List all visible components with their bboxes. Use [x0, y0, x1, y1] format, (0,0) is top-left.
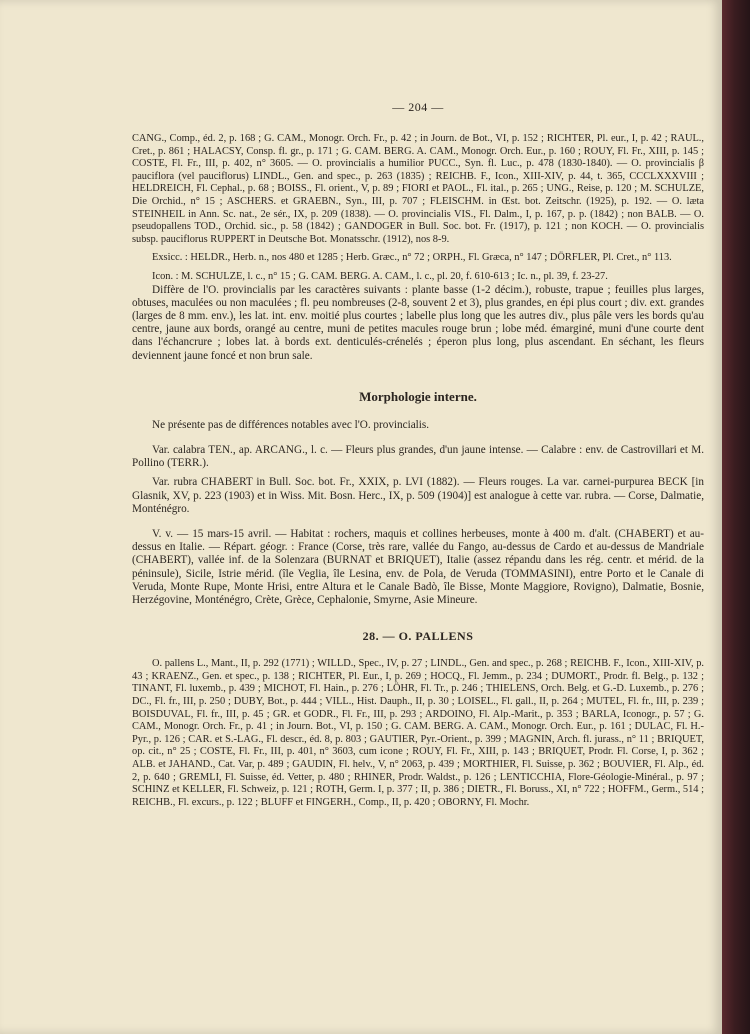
section-heading-species: 28. — O. PALLENS: [362, 629, 474, 644]
variety-rubra: Var. rubra CHABERT in Bull. Soc. bot. Fr., XXIX, p. LVI (1882). — Fleurs rouges. La var. carnei-purpurea BECK [in Glasnik, XV, p. 223 (1903) et in Wiss. Mit. Bosn. Herc., IX, p. 509 (1904)] est analogue à cette var. rubra. — Corse, Dalmatie, Monténégro.: [132, 476, 704, 515]
exsiccata-paragraph: Exsicc. : HELDR., Herb. n., nos 480 et 1285 ; Herb. Græc., n° 72 ; ORPH., Fl. Græca, n° 147 ; DÖRFLER, Pl. Cret., n° 113.: [152, 252, 672, 264]
book-spine: [722, 0, 750, 1034]
section-heading-morphology: Morphologie interne.: [359, 388, 477, 404]
morphology-text: Ne présente pas de différences notables avec l'O. provincialis.: [152, 418, 430, 431]
variety-calabra: Var. calabra TEN., ap. ARCANG., l. c. — Fleurs plus grandes, d'un jaune intense. — Calabre : env. de Castrovillari et M. Pollino (TERR.).: [132, 443, 704, 470]
icon-paragraph: Icon. : M. SCHULZE, l. c., n° 15 ; G. CAM. BERG. A. CAM., l. c., pl. 20, f. 610-613 ; Ic. n., pl. 39, f. 23-27.: [152, 270, 608, 282]
page-content: [132, 100, 704, 809]
species-synonymy: O. pallens L., Mant., II, p. 292 (1771) ; WILLD., Spec., IV, p. 27 ; LINDL., Gen. and spec., p. 268 ; REICHB. F., Icon., XIII-XIV, p. 43 ; KRAENZ., Gen. et spec., p. 138 ; RICHTER, Pl. Eur., I, p. 269 ; HOCQ., Fl. Jemm., p. 234 ; DUMORT., Prodr. fl. Belg., p. 132 ; TINANT, Fl. luxemb., p. 439 ; MICHOT, Fl. Hain., p. 276 ; LÖHR, Fl. Tr., p. 246 ; THIELENS, Orch. Belg. et G.-D. Luxemb., p. 276 ; DC., Fl. fr., III, p. 250 ; DUBY, Bot., p. 444 ; VILL., Hist. Dauph., II, p. 30 ; LOISEL., Fl. gall., II, p. 264 ; MUTEL, Fl. fr., III, p. 239 ; BOISDUVAL, Fl. fr., III, p. 45 ; GR. et GODR., Fl. Fr., III, p. 293 ; ARDOINO, Fl. Alp.-Marit., p. 353 ; BARLA, Iconogr., p. 57 ; G. CAM., Monogr. Orch. Fr., p. 41 ; in Journ. Bot., VI, p. 150 ; G. CAM. BERG. A. CAM., Monogr. Orch. Eur., p. 161 ; DULAC, Fl. H.-Pyr., p. 126 ; CAR. et S.-LAG., Fl. descr., éd. 8, p. 803 ; GAUTIER, Pyr.-Orient., p. 399 ; MAGNIN, Arch. fl. jurass., n° 11 ; BRIQUET, op. cit., n° 25 ; COSTE, Fl. Fr., III, p. 401, n° 3603, cum icone ; ROUY, Fl. Fr., XIII, p. 143 ; BRIQUET, Prodr. Fl. Corse, I, p. 362 ; ALB. et JAHAND., Cat. Var, p. 489 ; GAUDIN, Fl. helv., V, n° 2063, p. 439 ; MORTHIER, Fl. Suisse, p. 362 ; BOUVIER, Fl. Alp., éd. 2, p. 640 ; GREMLI, Fl. Suisse, éd. Vetter, p. 480 ; RHINER, Prodr. Waldst., p. 126 ; LENTICCHIA, Flore-Géologie-Minéral., p. 97 ; SCHINZ et KELLER, Fl. Schweiz, p. 121 ; ROTH, Germ. I, p. 377 ; II, p. 386 ; DIETR., Fl. Boruss., XI, n° 722 ; HOFFM., Germ., 514 ; REICHB., Fl. excurs., p. 122 ; BLUFF et FINGERH., Comp., II, p. 420 ; OBORNY, Fl. Mochr.: [132, 658, 704, 808]
page-number: — 204 —: [392, 100, 444, 114]
habitat-paragraph: V. v. — 15 mars-15 avril. — Habitat : rochers, maquis et collines herbeuses, monte à 400 m. d'alt. (CHABERT) et au-dessus en Italie. — Répart. géogr. : France (Corse, très rare, vallée du Fango, au-dessus de Cardo et au-dessus de Mandriale (CHABERT), vallée inf. de la Solenzara (BURNAT et BRIQUET), Italie (assez répandu dans les rég. centr. et mérid. de la péninsule), Sicile, Istrie mérid. (île Veglia, île Lesina, env. de Pola, de Veruda (TOMMASINI), entre Porto et le Canale di Veruda, Monte Rupe, Monte Hrisi, entre Altura et le Canale Badò, île Bisse, Monte Maggiore, Rovigno), Dalmatie, Bosnie, Herzégovine, Monténégro, Crète, Grèce, Cephalonie, Smyrne, Asie Mineure.: [132, 527, 704, 606]
description-paragraph: Diffère de l'O. provincialis par les caractères suivants : plante basse (1-2 décim.), robuste, trapue ; feuilles plus larges, obtuses, maculées ou non maculées ; fl. peu nombreuses (2-8, souvent 2 et 3), plus grandes, en épi plus court ; div. ext. grandes (larges de 8 mm. env.), les lat. int. env. moitié plus courtes ; labelle plus long que les autres div., plus pâle vers les bords qu'au centre, jaune aux bords, orangé au centre, muni de petites macules rouge brun ; lobe méd. émarginé, muni d'une courte dent dans l'échancrure ; lobes lat. à bords ext. denticulés-crénelés ; éperon plus long, plus ascendant. En séchant, les fleurs deviennent jaune foncé et non brun sale.: [132, 283, 704, 362]
synonymy-paragraph: CANG., Comp., éd. 2, p. 168 ; G. CAM., Monogr. Orch. Fr., p. 42 ; in Journ. de Bot., VI, p. 152 ; RICHTER, Pl. eur., I, p. 42 ; RAUL., Cret., p. 861 ; HALACSY, Consp. fl. gr., p. 171 ; G. CAM. BERG. A. CAM., Monogr. Orch. Eur., p. 160 ; ROUY, Fl. Fr., XIII, p. 145 ; COSTE, Fl. Fr., III, p. 402, n° 3605. — O. provincialis a humilior PUCC., Syn. fl. Luc., p. 478 (1830-1840). — O. provincialis β pauciflora (vel pauciflorus) LINDL., Gen. and spec., p. 263 (1835) ; REICHB. F., Icon., XIII-XIV, p. 44, t. 365, CCCLXXXVIII ; HELDREICH, Fl. Cephal., p. 68 ; BOISS., Fl. orient., V, p. 89 ; FIORI et PAOL., Fl. ital., p. 265 ; UNG., Reise, p. 120 ; M. SCHULZE, Die Orchid., n° 15 ; ASCHERS. et GRAEBN., Syn., III, p. 707 ; FLEISCHM. in Œst. bot. Zeitschr. (1925), p. 192. — O. læta STEINHEIL in Ann. Sc. nat., 2e sér., IX, p. 209 (1838). — O. provincialis VIS., Fl. Dalm., I, p. 167, p. p. (1842) ; non BALB. — O. pseudopallens TOD., Orchid. sic., p. 58 (1842) ; GANDOGER in Bull. Soc. bot. Fr. (1917), p. 121 ; non KOCH. — O. provincialis subsp. pauciflorus RUPPERT in Deutsche Bot. Monatsschr. (1912), nos 8-9.: [132, 133, 704, 245]
